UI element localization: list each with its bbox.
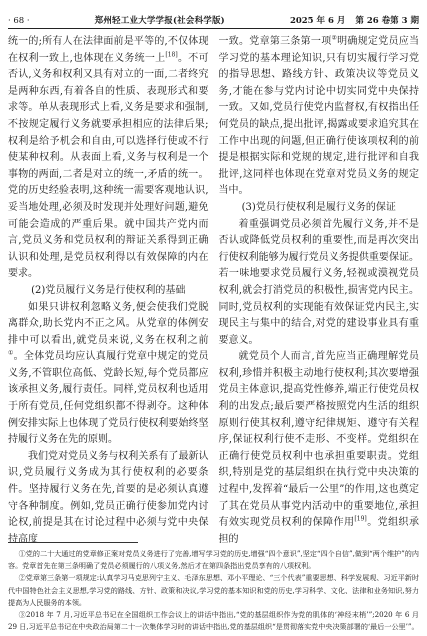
footnote-divider: [8, 542, 138, 543]
footnote: ③2018 年 7 月,习近平总书记在全国组织工作会议上的讲话中指出,“党的基层组织作为党的肌体的‘神经末梢’”;2020 年 6 月 29 日,习近平总书记在中央政治局第二十一次集体学习时的讲话中指出,党的基层组织“是贯彻落实党中央决策部署的‘最后一公里’”。: [8, 610, 419, 632]
paragraph: 就党员个人而言,首先应当正确理解党员权利,珍惜并积极主动地行使权利;其次要增强党员主体意识,提高党性修养,端正行使党员权利的出发点;最后要严格按照党内生活的组织原则行使其权利,遵守纪律规矩、遵守有关程序,保证权利行使不走形、不变样。党组织在正确行使党员权利中也承担重要职责。党组织,特别是党的基层组织在执行党中央决策的过程中,发挥着“最后一公里”的作用,这也奠定了其在党员从事党内活动中的重要地位,承担有效实现党员权利的保障作用[19]。党组织承担的: [218, 351, 420, 545]
journal-title: 郑州轻工业大学学报(社会科学版): [94, 16, 225, 26]
section-heading: (3)党员行使权利是履行义务的保证: [241, 201, 396, 213]
paragraph: 统一的;所有人在法律面前是平等的,不仅体现在权利一致上,也体现在义务统一上[18]。不可否认,义务和权利又具有对立的一面,二者终究是两种东西,有着各自的性质、表现形式和要求等。单从表现形式上看,义务是要求和强制,不按规定履行义务就要承担相应的法律后果;权利是给予机会和自由,可以选择行使或不行使某种权利。从表面上看,义务与权利是一个事物的两面,二者是对立的统一,矛盾的统一。党的历史经验表明,这种统一需要客观地认识,妥当地处理,必须及时发现并处理好问题,避免可能会造成的严重后果。就中国共产党内而言,党员义务和党员权利的辩证关系得到正确认识和处理,是党员权利得以有效保障的内在要求。: [8, 36, 209, 280]
footnote-marker[interactable]: ①: [8, 349, 14, 357]
paragraph: 着重强调党员必须首先履行义务,并不是否认或降低党员权利的重要性,而是再次突出行使权利能够为履行党员义务提供重要保证。若一味地要求党员履行义务,轻视或漠视党员权利,就会打消党员的积极性,损害党内民主。同时,党员权利的实现能有效保证党内民主,实现民主与集中的结合,对党的建设事业具有重要意义。: [218, 218, 419, 346]
section-heading: (2)党员履行义务是行使权利的基础: [31, 284, 186, 296]
footnote: ②党章第三条第一项规定:认真学习马克思列宁主义、毛泽东思想、邓小平理论、“三个代表”重要思想、科学发展观、习近平新时代中国特色社会主义思想,学习党的路线、方针、政策和决议,学习党的基本知识和党的历史,学习科学、文化、法律和业务知识,努力提高为人民服务的本领。: [8, 573, 419, 607]
footnote-marker[interactable]: ②: [331, 34, 338, 42]
volume-issue: 第 26 卷第 3 期: [355, 16, 419, 26]
reference-marker[interactable]: [18]: [165, 51, 178, 59]
body-columns: [8, 34, 420, 545]
right-column: [218, 34, 420, 545]
page-number: · 68 ·: [8, 16, 30, 26]
reference-marker[interactable]: [19]: [354, 515, 367, 523]
paragraph: 一致。党章第三条第一项②明确规定党员应当学习党的基本理论知识,只有切实履行学习党的指导思想、路线方针、政策决议等党员义务,才能在参与党内讨论中切实同党中央保持一致。又如,党员行使党内监督权,有权指出任何党员的缺点,提出批评,揭露或要求追究其在工作中出现的问题,但正确行使该项权利的前提是根据实际和党规的规定,进行批评和自我批评,这同样也体现在党章对党员义务的规定当中。: [218, 34, 420, 197]
footnotes: [8, 548, 419, 633]
publication-date: 2025 年 6 月: [289, 16, 346, 26]
paragraph: 我们党对党员义务与权利关系有了最新认识,党员履行义务成为其行使权利的必要条件。坚持履行义务在先,首要的是必须认真遵守各种制度。例如,党员正确行使参加党内讨论权,前提是其在讨论过程中必须与党中央保持高度: [8, 450, 209, 545]
left-column: [8, 34, 209, 545]
issue-info: [290, 14, 419, 26]
running-header: [8, 6, 419, 29]
footnote: ①党的二十大通过的党章修正案对党员义务进行了完善,增写学习党的历史,增强“四个意识”,坚定“四个自信”,做到“两个维护”的内容。党章首先在第三条明确了党员必须履行的八项义务,然后才在第四条指出党员享有的八项权利。: [8, 549, 419, 571]
paragraph: 如果只讲权利忽略义务,便会使我们党脱离群众,助长党内不正之风。从党章的体例安排中可以看出,就党员来说,义务在权利之前①。全体党员均应认真履行党章中规定的党员义务,不管职位高低、党龄长短,每个党员都应该承担义务,履行责任。同样,党员权利也适用于所有党员,任何党组织都不得剥夺。这种体例安排实际上也体现了党员行使权利要始终坚持履行义务在先的原则。: [8, 301, 209, 446]
